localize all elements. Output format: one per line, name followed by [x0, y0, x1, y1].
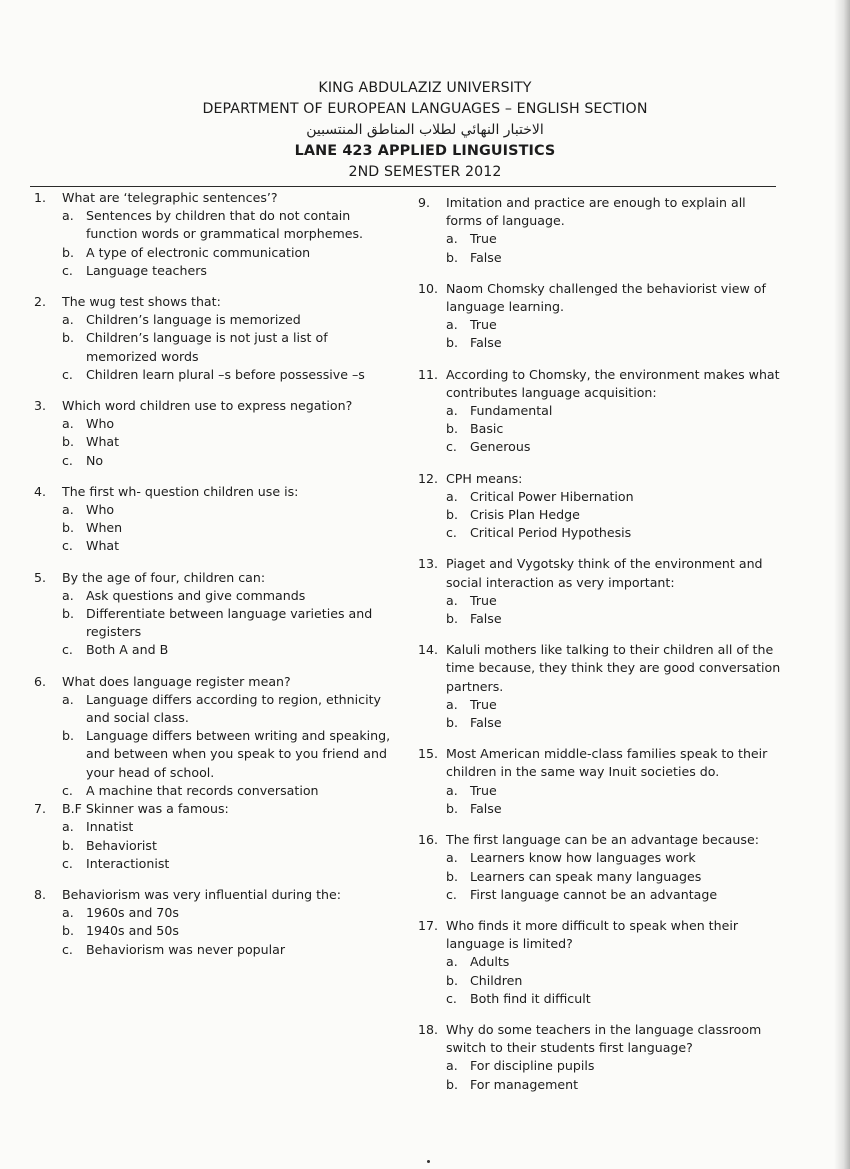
answer-option [446, 230, 783, 248]
question-body [446, 1021, 783, 1094]
answer-option [446, 990, 783, 1008]
answer-option [446, 1057, 783, 1075]
question-item [418, 745, 783, 818]
semester-label: 2ND SEMESTER 2012 [348, 164, 502, 180]
option-letter: b. [62, 837, 74, 853]
answer-option [62, 519, 394, 537]
option-letter: b. [446, 800, 458, 816]
header-divider [30, 186, 776, 187]
question-item [34, 483, 394, 556]
answer-option [446, 868, 783, 886]
answer-option [62, 727, 394, 782]
course-title: LANE 423 APPLIED LINGUISTICS [294, 143, 556, 159]
option-letter: c. [446, 439, 457, 455]
option-text: Basic [470, 421, 504, 437]
answer-option [62, 641, 394, 659]
option-letter: b. [446, 249, 458, 265]
question-number: 12. [418, 470, 439, 486]
answer-option [446, 972, 783, 990]
option-text: Children’s language is not just a list of memorized words [86, 330, 328, 364]
option-letter: b. [446, 1076, 458, 1092]
question-body [446, 831, 783, 904]
option-letter: a. [446, 488, 458, 504]
question-item [34, 673, 394, 800]
answer-option [62, 433, 394, 451]
university-name: KING ABDULAZIZ UNIVERSITY [318, 80, 532, 96]
question-item [418, 470, 783, 543]
option-letter: a. [446, 592, 458, 608]
question-text: Most American middle-class families speak to their children in the same way Inuit societies do. [446, 746, 768, 780]
option-text: What [86, 538, 120, 554]
answer-option [62, 452, 394, 470]
answer-option [446, 488, 783, 506]
option-letter: b. [62, 520, 74, 536]
question-text: The first wh- question children use is: [62, 483, 299, 499]
exam-header [0, 78, 850, 183]
answer-option [446, 334, 783, 352]
question-text: According to Chomsky, the environment makes what contributes language acquisition: [446, 366, 780, 400]
question-item [418, 194, 783, 267]
option-text: Who [86, 416, 115, 432]
option-text: A machine that records conversation [86, 782, 319, 798]
option-text: Generous [470, 439, 531, 455]
question-item [418, 1021, 783, 1094]
option-letter: a. [446, 782, 458, 798]
question-item [34, 569, 394, 660]
option-letter: b. [62, 923, 74, 939]
option-letter: c. [446, 886, 457, 902]
answer-option [62, 262, 394, 280]
answer-option [62, 691, 394, 727]
option-letter: a. [446, 696, 458, 712]
question-number: 11. [418, 366, 439, 382]
question-text: What does language register mean? [62, 673, 291, 689]
answer-option [446, 592, 783, 610]
question-number: 7. [34, 801, 47, 817]
option-text: Behaviorism was never popular [86, 941, 286, 957]
option-text: True [470, 231, 497, 247]
question-number: 10. [418, 280, 439, 296]
question-text: Why do some teachers in the language classroom switch to their students first language? [446, 1021, 762, 1056]
answer-option [446, 316, 783, 334]
option-text: Language teachers [86, 262, 207, 278]
question-body [446, 366, 783, 457]
question-text: What are ‘telegraphic sentences’? [62, 190, 278, 205]
question-body [446, 555, 783, 628]
question-text: B.F Skinner was a famous: [62, 801, 229, 817]
option-letter: c. [446, 525, 457, 541]
option-letter: b. [62, 244, 74, 260]
question-number: 5. [34, 569, 47, 585]
question-body [446, 470, 783, 543]
option-letter: a. [62, 691, 74, 707]
answer-option [446, 696, 783, 714]
answer-option [62, 501, 394, 519]
question-body [446, 280, 783, 353]
option-text: False [470, 611, 502, 627]
question-text: Which word children use to express negation? [62, 398, 353, 414]
option-text: Ask questions and give commands [86, 587, 306, 603]
option-text: Children’s language is memorized [86, 312, 301, 328]
option-text: 1960s and 70s [86, 905, 179, 921]
option-letter: c. [62, 642, 73, 658]
option-text: Language differs between writing and speaking, and between when you speak to you friend and your head of school. [86, 728, 391, 780]
option-letter: a. [62, 819, 74, 835]
option-text: Critical Period Hypothesis [470, 525, 632, 541]
option-letter: c. [62, 855, 73, 871]
option-letter: a. [446, 1058, 458, 1074]
question-item [34, 293, 394, 384]
answer-option [446, 524, 783, 542]
question-item [418, 917, 783, 1008]
option-text: True [470, 592, 497, 608]
question-item [34, 397, 394, 470]
answer-option [62, 922, 394, 940]
option-letter: a. [62, 208, 74, 224]
right-question-column [418, 194, 783, 1107]
option-text: True [470, 696, 497, 712]
answer-option [446, 800, 783, 818]
question-body [62, 189, 394, 280]
option-text: Both A and B [86, 642, 169, 658]
question-number: 3. [34, 398, 47, 414]
option-text: Learners can speak many languages [470, 868, 702, 884]
question-number: 9. [418, 195, 431, 210]
option-letter: b. [446, 972, 458, 988]
question-number: 14. [418, 642, 439, 658]
option-text: Who [86, 502, 115, 518]
answer-option [446, 610, 783, 628]
answer-option [446, 420, 783, 438]
answer-option [62, 782, 394, 800]
question-text: Kaluli mothers like talking to their children all of the time because, they think they are good conversation partners. [446, 642, 781, 694]
option-letter: a. [446, 403, 458, 419]
option-letter: a. [446, 954, 458, 970]
question-text: CPH means: [446, 470, 523, 486]
question-body [446, 641, 783, 732]
question-number: 8. [34, 886, 47, 902]
answer-option [62, 207, 394, 243]
option-text: Sentences by children that do not contain function words or grammatical morphemes. [86, 208, 364, 242]
option-letter: a. [62, 502, 74, 518]
answer-option [62, 329, 394, 365]
option-letter: c. [446, 990, 457, 1006]
question-item [34, 800, 394, 873]
question-number: 13. [418, 556, 439, 572]
option-letter: c. [62, 941, 73, 957]
option-letter: b. [446, 715, 458, 731]
answer-option [446, 249, 783, 267]
question-number: 18. [418, 1021, 439, 1037]
question-item [418, 366, 783, 457]
question-item [418, 280, 783, 353]
option-text: False [470, 715, 502, 731]
option-letter: c. [62, 538, 73, 554]
answer-option [62, 587, 394, 605]
option-text: Fundamental [470, 403, 553, 419]
question-text: Piaget and Vygotsky think of the environment and social interaction as very important: [446, 556, 763, 590]
option-letter: b. [446, 421, 458, 437]
option-letter: c. [62, 262, 73, 278]
question-body [446, 917, 783, 1008]
answer-option [62, 837, 394, 855]
question-body [62, 800, 394, 873]
answer-option [446, 849, 783, 867]
option-text: Critical Power Hibernation [470, 488, 634, 504]
option-letter: a. [62, 905, 74, 921]
question-item [418, 641, 783, 732]
answer-option [62, 855, 394, 873]
question-number: 17. [418, 917, 439, 933]
option-text: True [470, 782, 497, 798]
option-letter: b. [446, 868, 458, 884]
option-letter: c. [62, 366, 73, 382]
answer-option [446, 953, 783, 971]
arabic-exam-title: الاختبار النهائي لطلاب المناطق المنتسبين [306, 122, 544, 138]
answer-option [62, 605, 394, 641]
option-letter: b. [446, 507, 458, 523]
answer-option [62, 311, 394, 329]
question-body [446, 745, 783, 818]
answer-option [62, 537, 394, 555]
option-letter: b. [62, 434, 74, 450]
question-text: The wug test shows that: [62, 294, 221, 310]
question-item [34, 886, 394, 959]
option-text: 1940s and 50s [86, 923, 179, 939]
question-number: 4. [34, 483, 47, 499]
scan-speck [427, 1160, 430, 1163]
answer-option [446, 402, 783, 420]
option-text: Innatist [86, 819, 134, 835]
option-text: Children learn plural –s before possessive –s [86, 366, 365, 382]
question-text: By the age of four, children can: [62, 569, 266, 585]
option-letter: a. [62, 312, 74, 328]
option-text: Interactionist [86, 855, 170, 871]
option-text: A type of electronic communication [86, 244, 311, 260]
question-body [62, 397, 394, 470]
answer-option [62, 904, 394, 922]
answer-option [62, 941, 394, 959]
question-body [62, 293, 394, 384]
option-letter: b. [62, 728, 74, 744]
question-text: Imitation and practice are enough to explain all forms of language. [446, 195, 746, 229]
option-letter: a. [446, 317, 458, 333]
answer-option [446, 1076, 783, 1094]
option-letter: a. [62, 587, 74, 603]
answer-option [62, 244, 394, 262]
question-body [62, 483, 394, 556]
question-text: Behaviorism was very influential during the: [62, 886, 341, 902]
option-letter: b. [446, 611, 458, 627]
option-text: Behaviorist [86, 837, 157, 853]
department-name: DEPARTMENT OF EUROPEAN LANGUAGES – ENGLISH SECTION [202, 101, 648, 117]
option-text: Differentiate between language varieties and registers [86, 606, 373, 640]
question-body [446, 194, 783, 267]
question-number: 2. [34, 294, 47, 310]
left-question-column [34, 189, 394, 972]
option-text: False [470, 800, 502, 816]
question-item [34, 189, 394, 280]
option-text: When [86, 520, 123, 536]
option-text: For management [470, 1076, 579, 1092]
option-letter: b. [446, 335, 458, 351]
answer-option [62, 818, 394, 836]
answer-option [446, 886, 783, 904]
answer-option [446, 714, 783, 732]
option-text: Children [470, 972, 523, 988]
question-number: 1. [34, 190, 47, 205]
question-body [62, 569, 394, 660]
answer-option [446, 782, 783, 800]
option-text: True [470, 317, 497, 333]
question-body [62, 886, 394, 959]
question-number: 15. [418, 746, 439, 762]
option-text: Crisis Plan Hedge [470, 507, 580, 523]
option-text: What [86, 434, 120, 450]
option-text: False [470, 335, 502, 351]
option-text: No [86, 452, 104, 468]
option-text: First language cannot be an advantage [470, 886, 718, 902]
option-text: False [470, 249, 502, 265]
option-letter: c. [62, 452, 73, 468]
option-letter: b. [62, 606, 74, 622]
option-text: Adults [470, 954, 510, 970]
option-letter: a. [446, 850, 458, 866]
option-text: Language differs according to region, ethnicity and social class. [86, 691, 381, 726]
question-item [418, 831, 783, 904]
option-letter: a. [62, 416, 74, 432]
option-text: Learners know how languages work [470, 850, 696, 866]
question-body [62, 673, 394, 800]
question-text: The first language can be an advantage because: [446, 832, 759, 848]
answer-option [62, 415, 394, 433]
question-text: Naom Chomsky challenged the behaviorist view of language learning. [446, 280, 766, 315]
answer-option [62, 366, 394, 384]
option-letter: c. [62, 782, 73, 798]
option-text: For discipline pupils [470, 1058, 595, 1074]
option-text: Both find it difficult [470, 990, 591, 1006]
option-letter: a. [446, 231, 458, 247]
option-letter: b. [62, 330, 74, 346]
question-number: 6. [34, 673, 47, 689]
question-text: Who finds it more difficult to speak when their language is limited? [446, 917, 739, 952]
question-number: 16. [418, 832, 439, 848]
answer-option [446, 438, 783, 456]
question-item [418, 555, 783, 628]
answer-option [446, 506, 783, 524]
